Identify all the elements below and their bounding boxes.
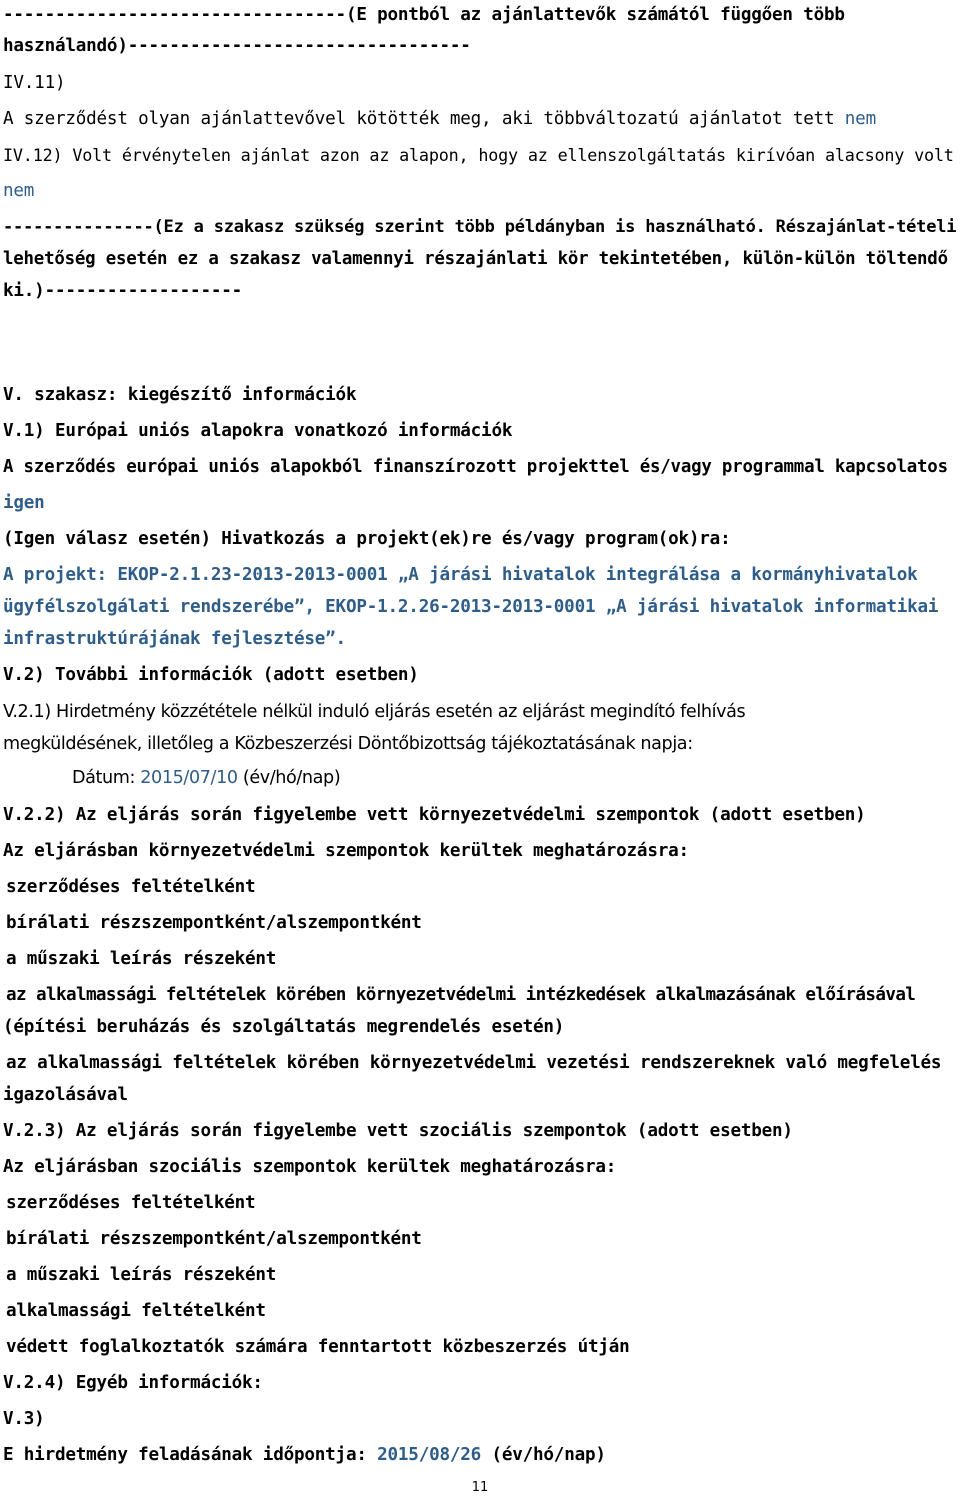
statement-line: A szerződést olyan ajánlattevővel kötötték meg, aki többváltozatú ajánlatot tett nem (3, 109, 876, 129)
project-reference: ügyfélszolgálati rendszerébe”, EKOP-1.2.26-2013-2013-0001 „A járási hivatalok informatikai (3, 597, 939, 617)
list-item: védett foglalkoztatók számára fenntartott közbeszerzés útján (6, 1337, 630, 1357)
answer-value: nem (3, 181, 35, 201)
list-item: szerződéses feltételként (6, 1193, 256, 1213)
subsection-heading: V.3) (3, 1409, 45, 1429)
separator-line: használandó)--------------------------------- (3, 36, 471, 56)
subsection-heading: V.2.4) Egyéb információk: (3, 1373, 263, 1393)
statement-line: IV.12) Volt érvénytelen ajánlat azon az alapon, hogy az ellenszolgáltatás kirívóan alacsony volt (3, 145, 954, 165)
statement-line: Az eljárásban szociális szempontok kerültek meghatározásra: (3, 1157, 617, 1177)
list-item: a műszaki leírás részeként (6, 1265, 277, 1285)
answer-value: igen (3, 493, 45, 513)
statement-line: megküldésének, illetőleg a Közbeszerzési Döntőbizottság tájékoztatásának napja: (3, 734, 693, 754)
note-line: ---------------(Ez a szakasz szükség szerint több példányban is használható. Részajánlat-tételi (3, 217, 957, 237)
project-reference: infrastruktúrájának fejlesztése”. (3, 629, 346, 649)
list-item: bírálati részszempontként/alszempontként (6, 1229, 422, 1249)
list-item: alkalmassági feltételként (6, 1301, 266, 1321)
subsection-heading: V.2.2) Az eljárás során figyelembe vett környezetvédelmi szempontok (adott esetben) (3, 805, 866, 825)
date-value: 2015/07/10 (140, 768, 238, 788)
list-item: bírálati részszempontként/alszempontként (6, 913, 422, 933)
statement-line: (Igen válasz esetén) Hivatkozás a projekt(ek)re és/vagy program(ok)ra: (3, 529, 731, 549)
project-reference: A projekt: EKOP-2.1.23-2013-2013-0001 „A járási hivatalok integrálása a kormányhivatalok (3, 565, 918, 585)
list-item: szerződéses feltételként (6, 877, 256, 897)
subsection-heading: V.2) További információk (adott esetben) (3, 665, 419, 685)
note-line: ki.)------------------- (3, 281, 243, 301)
separator-line: ---------------------------------(E pontból az ajánlattevők számától függően több (3, 5, 845, 25)
note-line: lehetőség esetén ez a szakasz valamennyi részajánlati kör tekintetében, külön-külön töltendő (3, 249, 948, 269)
list-item: a műszaki leírás részeként (6, 949, 277, 969)
statement-line: V.2.1) Hirdetmény közzététele nélkül induló eljárás esetén az eljárást megindító felhívás (3, 702, 746, 722)
publication-date-line: E hirdetmény feladásának időpontja: 2015/08/26 (év/hó/nap) (3, 1445, 606, 1465)
statement-line: Az eljárásban környezetvédelmi szempontok kerültek meghatározásra: (3, 841, 689, 861)
list-item: az alkalmassági feltételek körében környezetvédelmi intézkedések alkalmazásának előírásával (6, 985, 916, 1005)
list-item: az alkalmassági feltételek körében környezetvédelmi vezetési rendszereknek való megfelelés (6, 1053, 942, 1073)
subsection-heading: V.1) Európai uniós alapokra vonatkozó információk (3, 421, 513, 441)
publication-date-value: 2015/08/26 (377, 1445, 482, 1465)
section-heading: IV.11) (3, 73, 66, 93)
date-line: Dátum: 2015/07/10 (év/hó/nap) (72, 768, 341, 788)
answer-value: nem (844, 109, 876, 129)
subsection-heading: V.2.3) Az eljárás során figyelembe vett szociális szempontok (adott esetben) (3, 1121, 793, 1141)
section-title: V. szakasz: kiegészítő információk (3, 385, 357, 405)
page-number: 11 (471, 1480, 489, 1495)
statement-line: A szerződés európai uniós alapokból finanszírozott projekttel és/vagy programmal kapcsolatos (3, 457, 948, 477)
list-item-continuation: (építési beruházás és szolgáltatás megrendelés esetén) (3, 1017, 565, 1037)
list-item-continuation: igazolásával (3, 1085, 128, 1105)
